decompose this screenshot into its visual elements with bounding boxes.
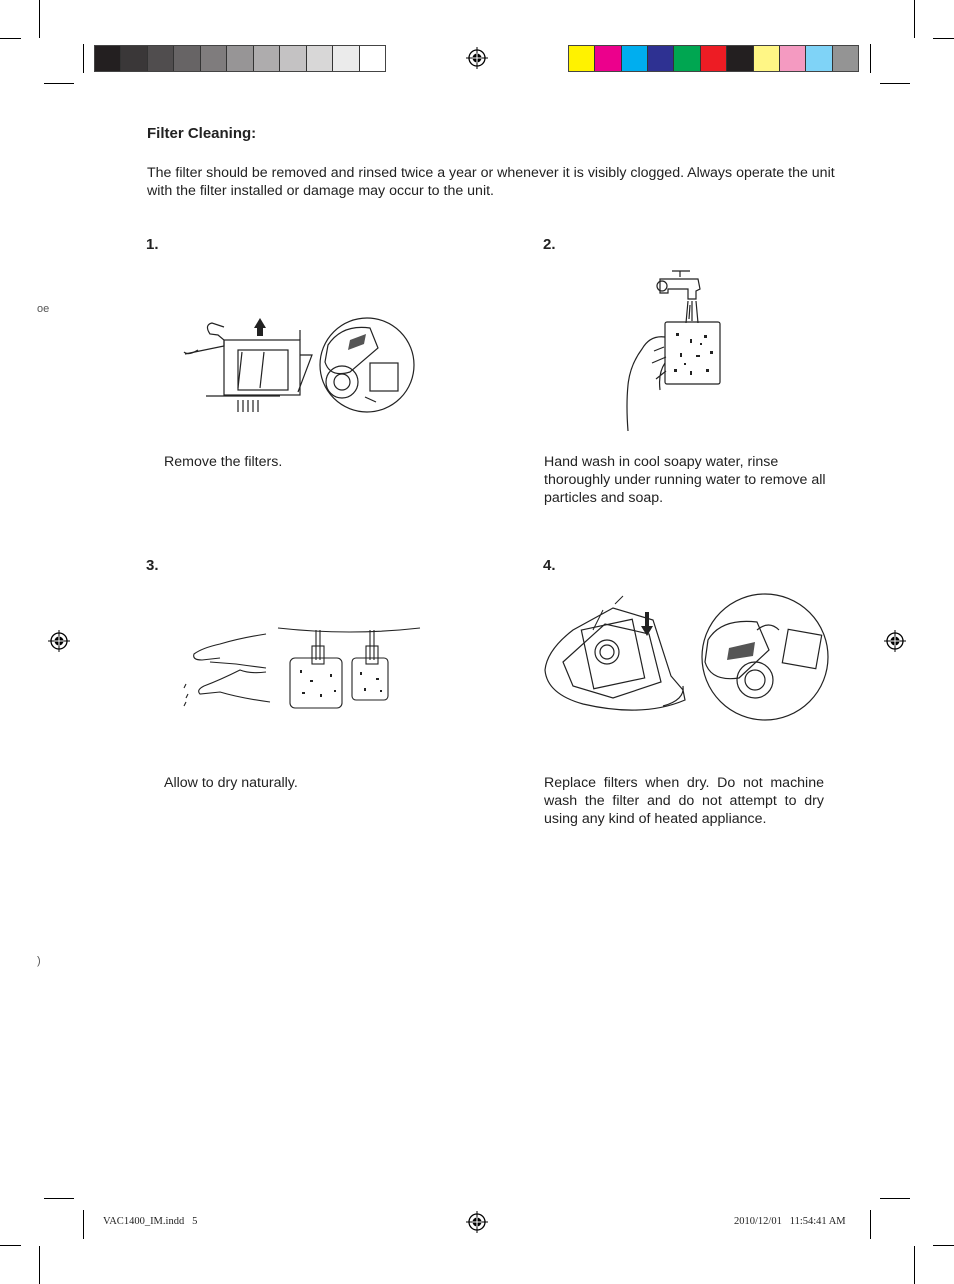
crop-mark (870, 44, 871, 73)
crop-mark (39, 0, 40, 38)
step-number: 1. (146, 236, 159, 253)
color-swatch (701, 46, 727, 71)
color-swatch (569, 46, 595, 71)
crop-mark (83, 44, 84, 73)
color-swatch (648, 46, 674, 71)
color-swatch (254, 46, 280, 71)
color-swatch (174, 46, 200, 71)
step-caption: Allow to dry naturally. (164, 775, 298, 791)
color-swatch (95, 46, 121, 71)
crop-mark (0, 38, 21, 39)
crop-mark (870, 1210, 871, 1239)
color-swatch (360, 46, 385, 71)
color-swatch (201, 46, 227, 71)
color-swatch (307, 46, 333, 71)
footer-file-name: VAC1400_IM.indd 5 (103, 1216, 198, 1227)
color-swatch (280, 46, 306, 71)
crop-mark (933, 1245, 954, 1246)
step-number: 4. (543, 557, 556, 574)
step-caption: Hand wash in cool soapy water, rinse thoroughly under running water to remove all particles and soap. (544, 454, 826, 506)
step-caption: Replace filters when dry. Do not machine wash the filter and do not attempt to dry using any kind of heated appliance. (544, 775, 824, 827)
color-swatch (595, 46, 621, 71)
color-swatch (227, 46, 253, 71)
color-swatch (674, 46, 700, 71)
registration-mark-icon (466, 47, 488, 69)
filter-replace-illustration-icon (543, 590, 829, 722)
crop-mark (880, 83, 910, 84)
crop-mark (44, 83, 74, 84)
color-swatch (727, 46, 753, 71)
color-swatch (754, 46, 780, 71)
air-dry-illustration-icon (180, 620, 422, 712)
crop-mark (0, 1245, 21, 1246)
margin-fragment: ) (37, 955, 41, 967)
filter-removal-illustration-icon (180, 300, 420, 418)
step-number: 3. (146, 557, 159, 574)
color-swatch (780, 46, 806, 71)
crop-mark (914, 0, 915, 38)
crop-mark (39, 1246, 40, 1284)
crop-mark (83, 1210, 84, 1239)
grayscale-color-bar (94, 45, 386, 72)
color-swatch (833, 46, 858, 71)
step-number: 2. (543, 236, 556, 253)
process-color-bar (568, 45, 859, 72)
intro-paragraph: The filter should be removed and rinsed twice a year or whenever it is visibly clogged. Always operate the unit with the filter installed or damage may occur to the unit. (147, 165, 835, 199)
registration-mark-icon (884, 630, 906, 652)
footer-timestamp: 2010/12/01 11:54:41 AM (734, 1216, 846, 1227)
crop-mark (933, 38, 954, 39)
margin-fragment: oe (37, 303, 50, 315)
crop-mark (880, 1198, 910, 1199)
registration-mark-icon (466, 1211, 488, 1233)
crop-mark (914, 1246, 915, 1284)
color-swatch (333, 46, 359, 71)
color-swatch (121, 46, 147, 71)
crop-mark (44, 1198, 74, 1199)
color-swatch (622, 46, 648, 71)
step-caption: Remove the filters. (164, 454, 283, 470)
color-swatch (148, 46, 174, 71)
color-swatch (806, 46, 832, 71)
registration-mark-icon (48, 630, 70, 652)
hand-wash-illustration-icon (620, 265, 730, 433)
section-title: Filter Cleaning: (147, 125, 257, 142)
